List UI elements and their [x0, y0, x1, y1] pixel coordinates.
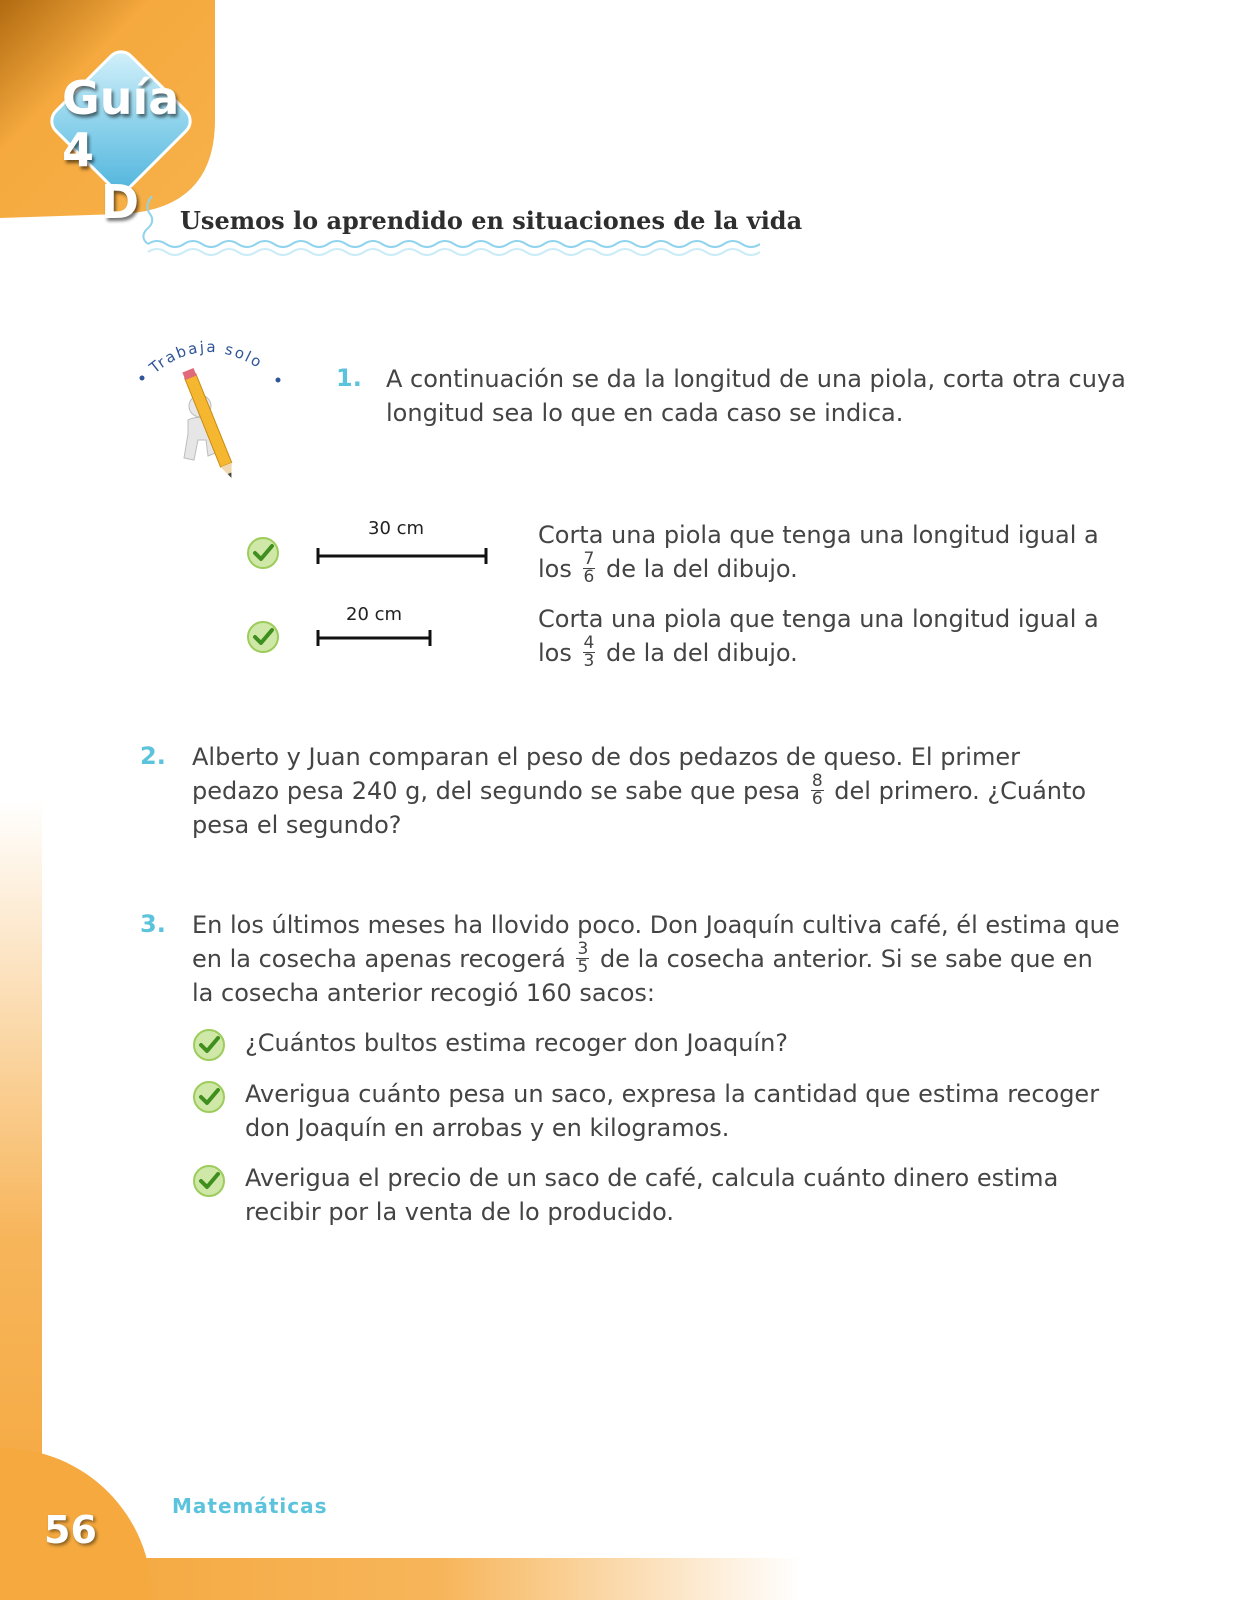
svg-text:Trabaja solo	[145, 338, 266, 378]
work-alone-icon	[136, 330, 286, 486]
item2-fraction	[583, 632, 596, 671]
page-number: 56	[44, 1508, 97, 1552]
item1-line2	[538, 548, 798, 588]
exercise2-line3: pesa el segundo?	[192, 811, 402, 839]
item1-prefix: los	[538, 555, 572, 583]
exercise2-number: 2.	[140, 742, 166, 770]
exercise2-line1: Alberto y Juan comparan el peso de dos pedazos de queso. El primer	[192, 743, 1020, 771]
exercise3-line2-after: de la cosecha anterior. Si se sabe que en	[599, 945, 1093, 973]
item2-line1: Corta una piola que tenga una longitud igual a	[538, 605, 1099, 633]
item2-prefix: los	[538, 639, 572, 667]
exercise3-line2-before: en la cosecha apenas recogerá	[192, 945, 566, 973]
exercise3-fraction	[576, 938, 589, 977]
exercise2-line2	[192, 770, 1087, 810]
section-title: Usemos lo aprendido en situaciones de la vida	[180, 206, 803, 235]
bullet3-line2: recibir por la venta de lo producido.	[245, 1198, 675, 1226]
ruler-label: 20 cm	[346, 604, 403, 625]
item1-suffix: de la del dibujo.	[605, 555, 798, 583]
item1-frac-num: 7	[583, 548, 595, 569]
exercise2-frac-num: 8	[811, 770, 823, 791]
guide-title-line1: Guía 4	[62, 71, 180, 177]
exercise3-line3: la cosecha anterior recogió 160 sacos:	[192, 979, 656, 1007]
item2-suffix: de la del dibujo.	[605, 639, 798, 667]
check-icon	[192, 1080, 226, 1114]
item1-line1: Corta una piola que tenga una longitud igual a	[538, 521, 1099, 549]
exercise1-text-line1: A continuación se da la longitud de una piola, corta otra cuya	[386, 365, 1126, 393]
exercise3-line1: En los últimos meses ha llovido poco. Don Joaquín cultiva café, él estima que	[192, 911, 1120, 939]
exercise1-number: 1.	[336, 364, 362, 392]
item2-frac-den: 3	[583, 650, 595, 671]
work-alone-label: Trabaja solo	[145, 337, 267, 377]
exercise3-number: 3.	[140, 910, 166, 938]
exercise2-line2-before: pedazo pesa 240 g, del segundo se sabe que pesa	[192, 777, 801, 805]
check-icon	[192, 1028, 226, 1062]
bullet2-line2: don Joaquín en arrobas y en kilogramos.	[245, 1114, 730, 1142]
check-icon	[246, 620, 280, 654]
ruler-30cm	[316, 546, 488, 566]
item1-fraction	[583, 548, 596, 587]
item2-line2	[538, 632, 798, 672]
bullet1-line1: ¿Cuántos bultos estima recoger don Joaquín?	[245, 1029, 789, 1057]
exercise2-frac-den: 6	[811, 788, 823, 809]
footer-subject: Matemáticas	[172, 1494, 328, 1518]
exercise2-line2-after: del primero. ¿Cuánto	[834, 777, 1087, 805]
exercise3-frac-num: 3	[577, 938, 589, 959]
exercise3-line2	[192, 938, 1093, 978]
ruler-label: 30 cm	[368, 518, 425, 539]
guide-title-line2: D	[100, 175, 140, 229]
bullet2-line1: Averigua cuánto pesa un saco, expresa la cantidad que estima recoger	[245, 1080, 1100, 1108]
check-icon	[246, 536, 280, 570]
item2-frac-num: 4	[583, 632, 595, 653]
check-icon	[192, 1164, 226, 1198]
exercise2-fraction	[811, 770, 824, 809]
exercise1-text-line2: longitud sea lo que en cada caso se indica.	[386, 399, 904, 427]
bullet3-line1: Averigua el precio de un saco de café, calcula cuánto dinero estima	[245, 1164, 1059, 1192]
exercise3-frac-den: 5	[577, 956, 589, 977]
item1-frac-den: 6	[583, 566, 595, 587]
ruler-20cm	[316, 628, 432, 648]
